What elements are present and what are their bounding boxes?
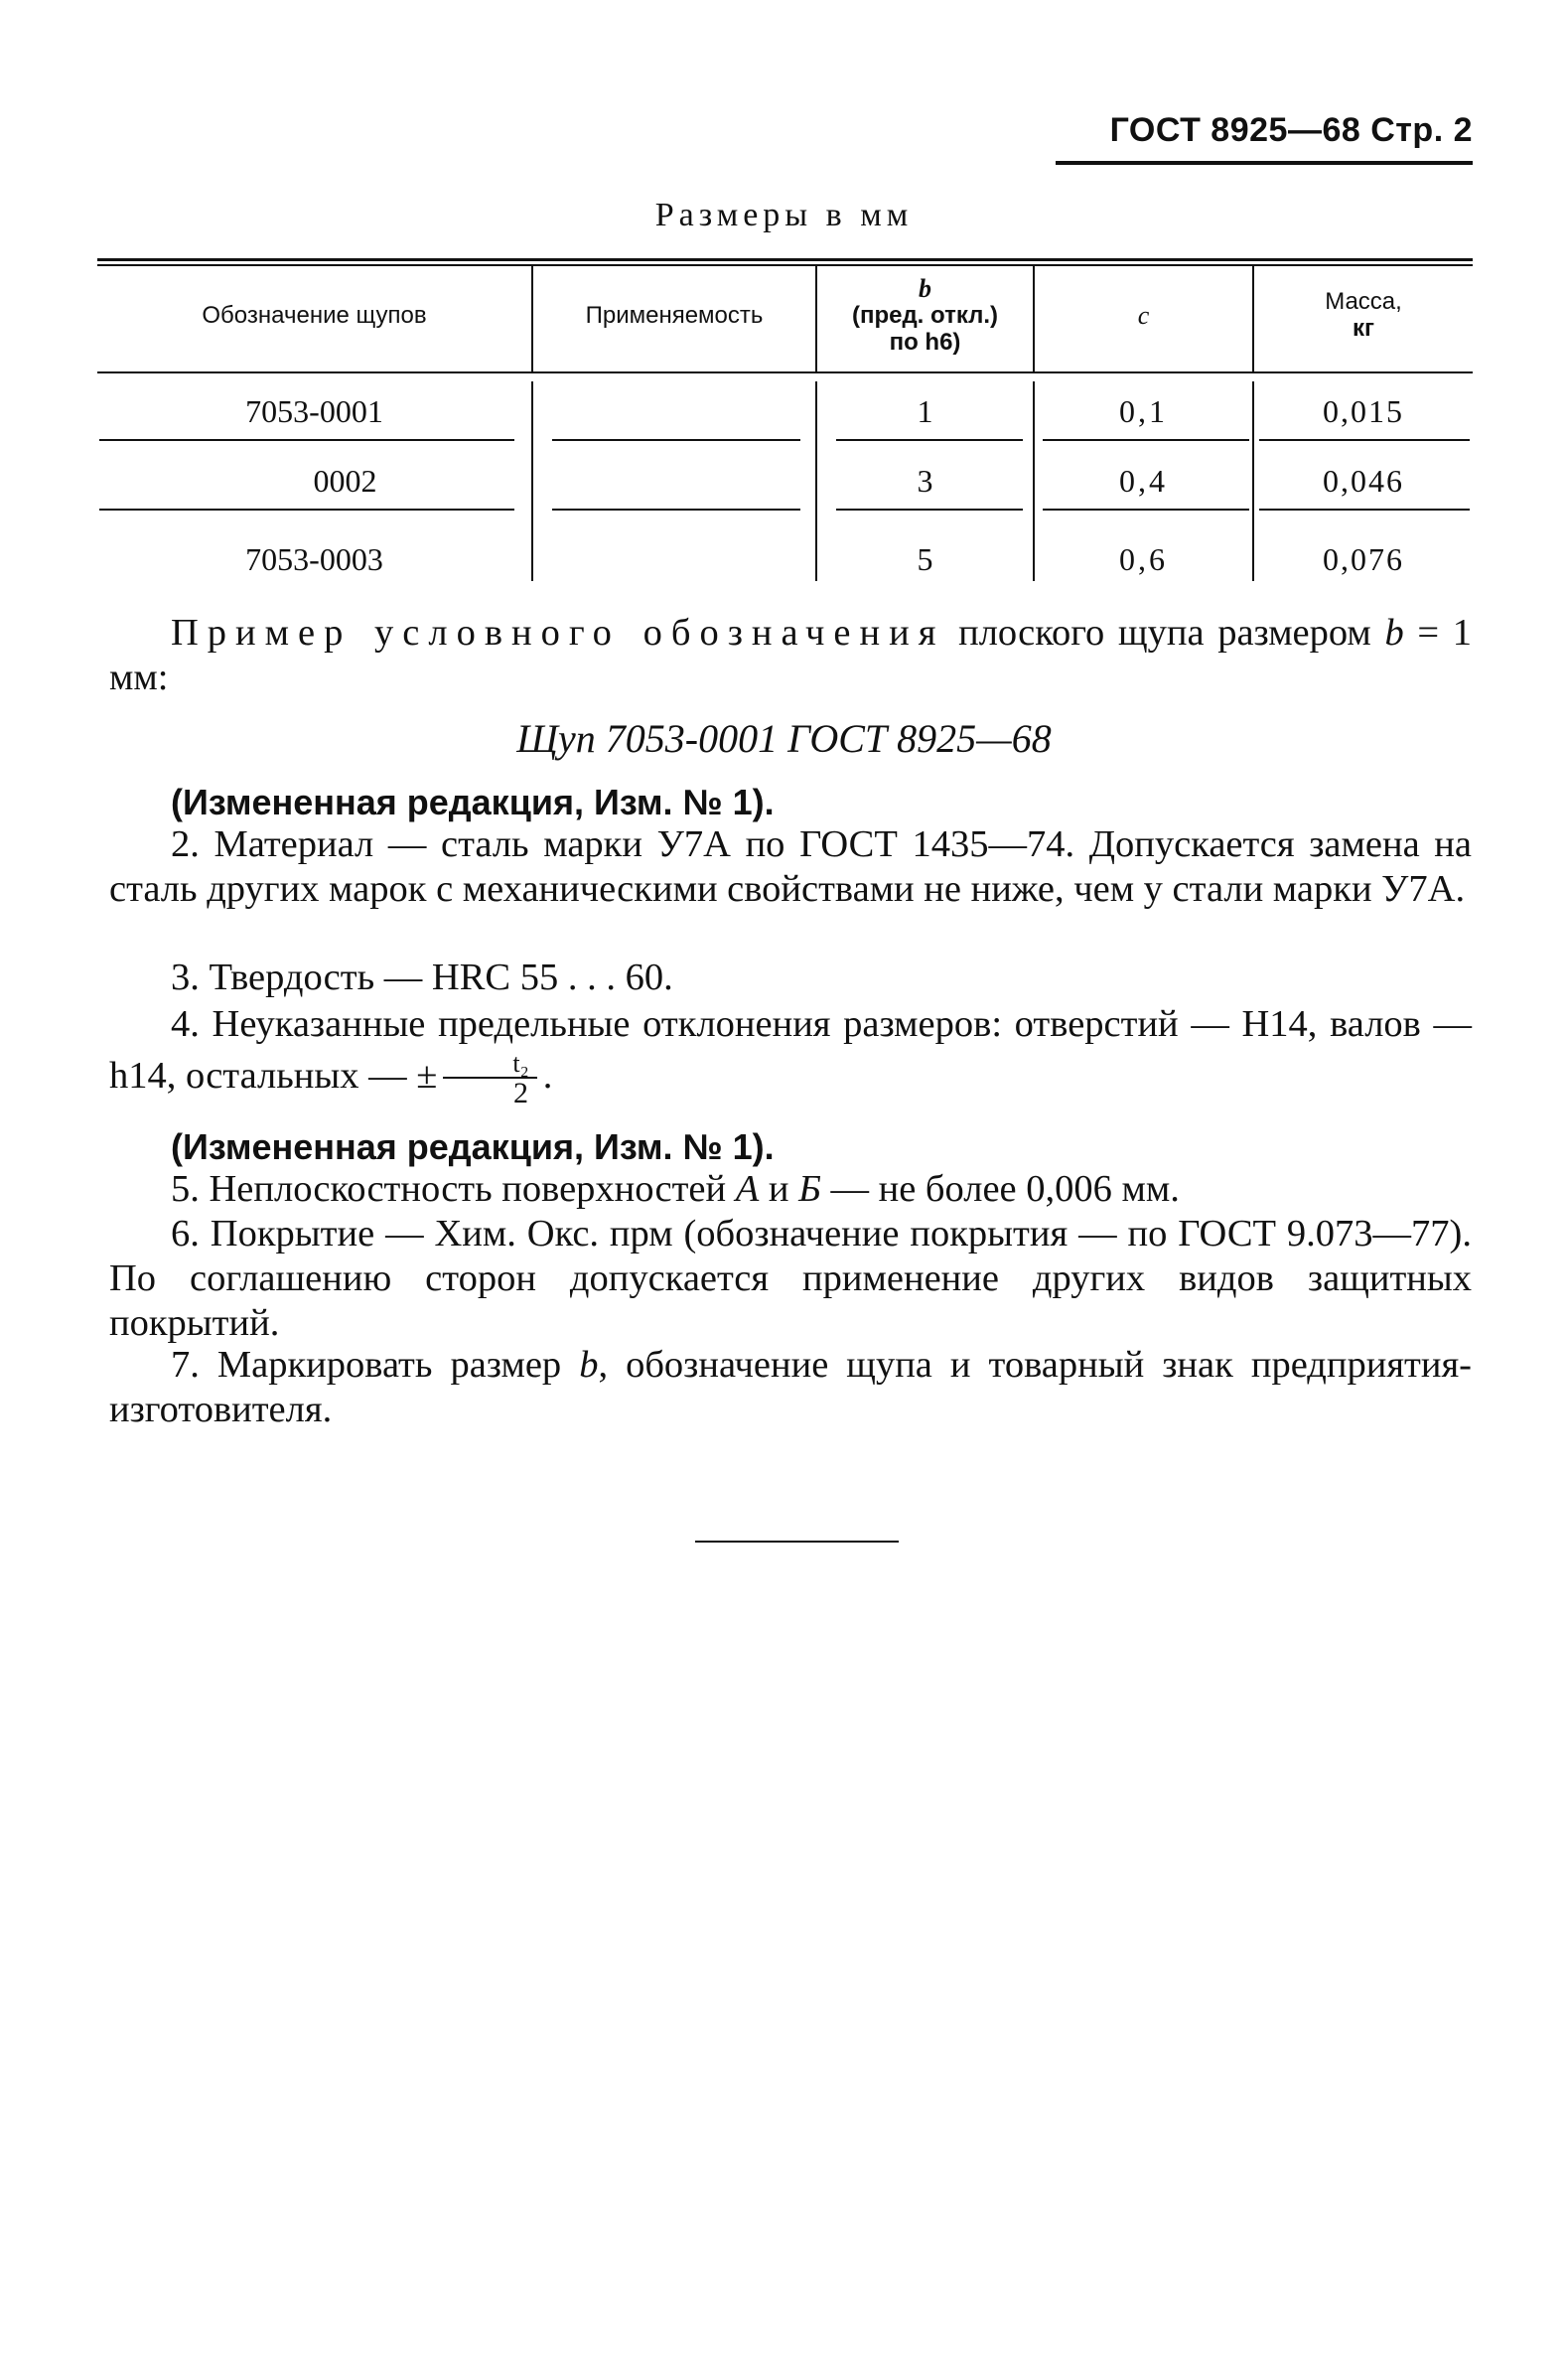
row-rule — [1043, 439, 1249, 441]
header-applicability: Применяемость — [585, 301, 764, 329]
example-designation: Щуп 7053-0001 ГОСТ 8925—68 — [516, 716, 1052, 761]
document-number: ГОСТ 8925—68 — [1109, 111, 1361, 149]
row-rule — [552, 509, 800, 511]
var-b: b — [1384, 612, 1404, 654]
cell-applicability — [533, 528, 815, 578]
item-3: 3. Твердость — HRC 55 . . . 60. — [171, 957, 673, 998]
row-rule — [1259, 439, 1470, 441]
cell-c: 0,1 — [1119, 393, 1168, 429]
row-rule — [1043, 509, 1249, 511]
item-2: 2. Материал — сталь марки У7А по ГОСТ 1435—74. Допускается замена на сталь других марок с механическими свойствами не ниже, чем у стали марки У7А. — [109, 823, 1472, 910]
cell-applicability — [533, 380, 815, 430]
table-header-rule — [97, 371, 1473, 373]
header-b-tolerance: (пред. откл.) — [851, 301, 999, 329]
header-c: c — [1137, 300, 1150, 330]
table-caption: Размеры в мм — [654, 197, 914, 233]
header-rule — [1056, 161, 1473, 165]
row-rule — [552, 439, 800, 441]
row-rule — [99, 439, 514, 441]
row-rule — [99, 509, 514, 511]
edit-note-2: (Измененная редакция, Изм. № 1). — [171, 1126, 775, 1167]
header-b — [817, 258, 1033, 371]
cell-c: 0,6 — [1119, 541, 1168, 577]
end-rule — [695, 1541, 899, 1543]
cell-b: 3 — [917, 463, 933, 499]
page-number: Стр. 2 — [1370, 111, 1473, 149]
header-b-fit: по h6) — [889, 328, 961, 356]
cell-designation: 0002 — [313, 463, 377, 499]
row-rule — [1259, 509, 1470, 511]
row-rule — [836, 509, 1023, 511]
header-mass: Масса, кг — [1325, 288, 1402, 342]
cell-mass: 0,015 — [1323, 393, 1404, 429]
page-header — [1056, 111, 1473, 150]
cell-b: 5 — [917, 541, 933, 577]
cell-designation: 7053-0001 — [245, 393, 383, 429]
header-designation: Обозначение щупов — [202, 301, 427, 329]
cell-c: 0,4 — [1119, 463, 1168, 499]
item-6: 6. Покрытие — Хим. Окс. прм (обозначение покрытия — по ГОСТ 9.073—77). По соглашению сторон допускается применение других видов защитных покрытий. — [109, 1213, 1472, 1344]
item-4: 4. Неуказанные предельные отклонения размеров: отверстий — H14, валов — h14, остальных — ± $\frac{\text{t₂}}{2}$ . — [109, 1003, 1472, 1110]
fraction: $\frac{\text{t₂}}{2}$ — [443, 1051, 536, 1107]
edit-note-1: (Измененная редакция, Изм. № 1). — [171, 782, 775, 822]
cell-designation: 7053-0003 — [245, 541, 383, 577]
row-rule — [836, 439, 1023, 441]
header-b-symbol: b — [919, 273, 931, 303]
item-5: 5. Неплоскостность поверхностей А и Б — не более 0,006 мм. — [171, 1168, 1180, 1210]
cell-mass: 0,076 — [1323, 541, 1404, 577]
cell-applicability — [533, 450, 815, 500]
cell-mass: 0,046 — [1323, 463, 1404, 499]
cell-b: 1 — [917, 393, 933, 429]
dimensions-table — [97, 258, 1473, 581]
item-7: 7. Маркировать размер b, обозначение щупа и товарный знак предприятия-изготовителя. — [109, 1344, 1472, 1430]
example-intro: Пример условного обозначения плоского щупа размером b = 1 мм: — [109, 612, 1472, 698]
